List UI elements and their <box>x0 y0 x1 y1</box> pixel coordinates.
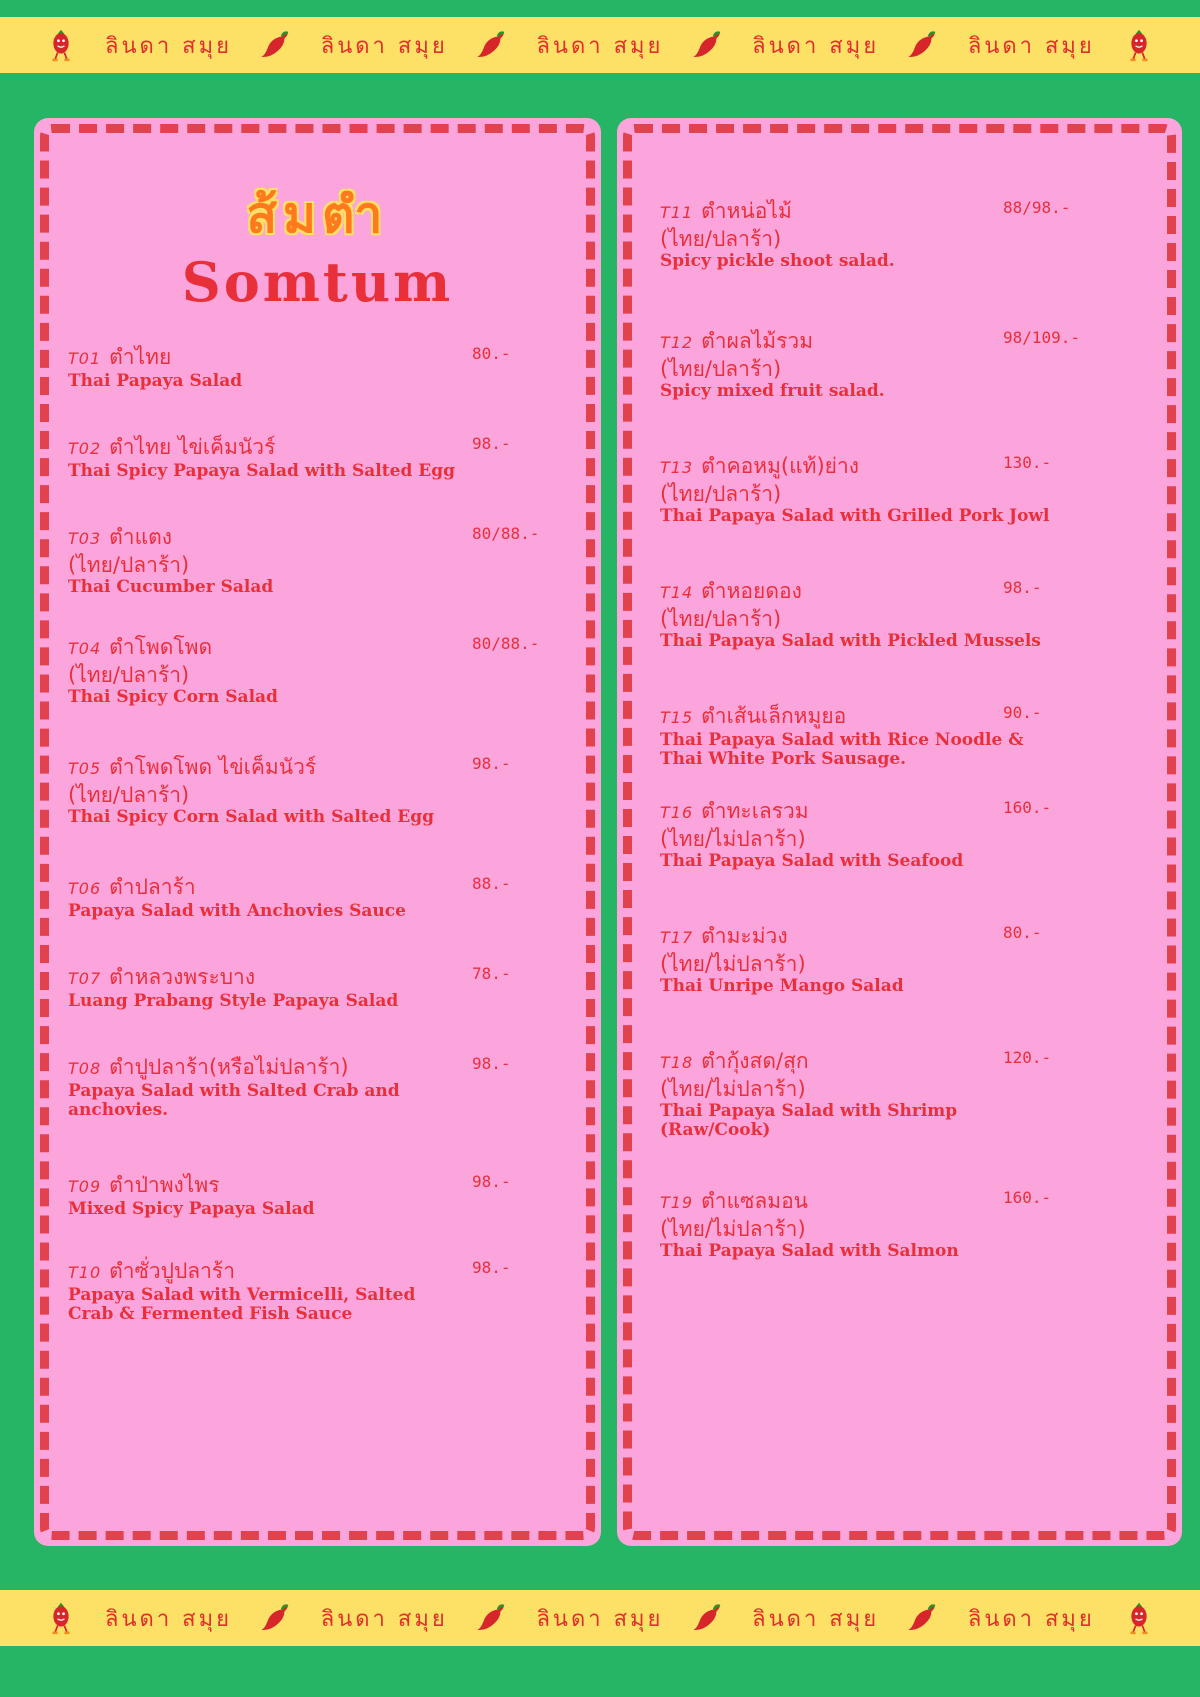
menu-item-name: ตำไทย <box>109 345 172 369</box>
menu-item-name: ตำมะม่วง <box>701 924 788 948</box>
menu-item-description: Papaya Salad with Vermicelli, Salted Crab & Fermented Fish Sauce <box>68 1285 416 1324</box>
menu-item <box>68 344 581 391</box>
chili-mascot-icon <box>44 1601 78 1635</box>
menu-item-title <box>660 328 1162 356</box>
menu-item <box>660 1188 1162 1261</box>
menu-item-code: T02 <box>68 439 102 458</box>
menu-item-name: ตำปลาร้า <box>109 875 196 899</box>
chili-mascot-icon <box>44 28 78 62</box>
menu-item-price: 98/109.- <box>1003 328 1081 347</box>
dashed-border <box>40 124 595 1540</box>
menu-item <box>660 703 1162 769</box>
menu-item-style: (ไทย/ไม่ปลาร้า) <box>660 1077 806 1101</box>
menu-item <box>660 328 1162 401</box>
menu-item-code: T11 <box>660 203 694 222</box>
menu-item-code: T19 <box>660 1193 694 1212</box>
menu-item-code: T13 <box>660 458 694 477</box>
chili-pepper-icon <box>475 28 509 62</box>
menu-item-price: 120.- <box>1003 1048 1052 1067</box>
menu-item-description: Thai Papaya Salad with Grilled Pork Jowl <box>660 506 1050 526</box>
menu-item-price: 98.- <box>1003 578 1042 597</box>
menu-item-name: ตำแซลมอน <box>701 1189 809 1213</box>
menu-item-description: Thai Papaya Salad with Shrimp (Raw/Cook) <box>660 1101 958 1140</box>
menu-item <box>660 923 1162 996</box>
menu-item-price: 88.- <box>472 874 511 893</box>
menu-item-name: ตำหลวงพระบาง <box>109 965 256 989</box>
menu-item-style: (ไทย/ปลาร้า) <box>68 663 190 687</box>
menu-item <box>660 198 1162 271</box>
menu-item-description: Thai Cucumber Salad <box>68 577 274 597</box>
menu-item-price: 130.- <box>1003 453 1052 472</box>
menu-item-name: ตำทะเลรวม <box>701 799 809 823</box>
chili-pepper-icon <box>475 1601 509 1635</box>
bottom-banner <box>0 1590 1200 1646</box>
menu-item-description: Thai Spicy Corn Salad with Salted Egg <box>68 807 435 827</box>
banner-text: ลินดา สมุย <box>105 1606 233 1632</box>
banner-text: ลินดา สมุย <box>320 1606 448 1632</box>
menu-item-title <box>660 923 1162 951</box>
menu-item-description: Mixed Spicy Papaya Salad <box>68 1199 315 1219</box>
menu-item-price: 80.- <box>472 344 511 363</box>
menu-item-title <box>660 453 1162 481</box>
menu-item <box>660 1048 1162 1140</box>
menu-item-name: ตำหอยดอง <box>701 579 802 603</box>
menu-item-price: 98.- <box>472 1172 511 1191</box>
menu-item-name: ตำกุ้งสด/สุก <box>701 1049 809 1073</box>
menu-item-code: T09 <box>68 1177 102 1196</box>
menu-item-code: T07 <box>68 969 102 988</box>
banner-text: ลินดา สมุย <box>752 33 880 59</box>
menu-item-code: T08 <box>68 1059 102 1078</box>
menu-item-name: ตำปูปลาร้า(หรือไม่ปลาร้า) <box>109 1055 349 1079</box>
menu-item-name: ตำหน่อไม้ <box>701 199 792 223</box>
menu-item-code: T03 <box>68 529 102 548</box>
menu-item-price: 98.- <box>472 434 511 453</box>
menu-item-code: T01 <box>68 349 102 368</box>
menu-item-price: 98.- <box>472 1258 511 1277</box>
menu-title-thai: ส้มตำ <box>246 186 389 244</box>
menu-item <box>68 634 581 707</box>
menu-item-title <box>660 703 1162 731</box>
menu-item-description: Thai Papaya Salad with Rice Noodle & Thai White Pork Sausage. <box>660 730 1024 769</box>
menu-item-code: T12 <box>660 333 694 352</box>
menu-item-price: 160.- <box>1003 1188 1052 1207</box>
menu-item-description: Thai Spicy Corn Salad <box>68 687 278 707</box>
menu-item-style: (ไทย/ไม่ปลาร้า) <box>660 827 806 851</box>
menu-item <box>660 578 1162 651</box>
menu-item <box>68 964 581 1011</box>
menu-item <box>68 874 581 921</box>
menu-title-english: Somtum <box>181 250 454 314</box>
chili-pepper-icon <box>691 1601 725 1635</box>
menu-item-style: (ไทย/ปลาร้า) <box>660 482 782 506</box>
menu-item-price: 160.- <box>1003 798 1052 817</box>
menu-item-code: T15 <box>660 708 694 727</box>
menu-item-code: T06 <box>68 879 102 898</box>
menu-item-description: Thai Spicy Papaya Salad with Salted Egg <box>68 461 455 481</box>
menu-panel-left <box>34 118 601 1546</box>
menu-item-price: 78.- <box>472 964 511 983</box>
menu-item-description: Thai Papaya Salad <box>68 371 243 391</box>
menu-item-style: (ไทย/ไม่ปลาร้า) <box>660 952 806 976</box>
menu-item-name: ตำซั่วปูปลาร้า <box>109 1259 236 1283</box>
menu-item-price: 88/98.- <box>1003 198 1071 217</box>
banner-text: ลินดา สมุย <box>320 33 448 59</box>
menu-item-description: Papaya Salad with Anchovies Sauce <box>68 901 406 921</box>
menu-item-title <box>660 578 1162 606</box>
menu-item-title <box>660 1188 1162 1216</box>
menu-item-style: (ไทย/ปลาร้า) <box>68 553 190 577</box>
chili-mascot-icon <box>1122 1601 1156 1635</box>
menu-item-code: T05 <box>68 759 102 778</box>
menu-item-name: ตำคอหมู(แท้)ย่าง <box>701 454 860 478</box>
menu-item-name: ตำป่าพงไพร <box>109 1173 220 1197</box>
menu-item-style: (ไทย/ไม่ปลาร้า) <box>660 1217 806 1241</box>
menu-item-code: T14 <box>660 583 694 602</box>
menu-item-title <box>660 798 1162 826</box>
menu-item-description: Thai Unripe Mango Salad <box>660 976 904 996</box>
menu-item <box>68 524 581 597</box>
menu-item <box>68 434 581 481</box>
menu-item-code: T16 <box>660 803 694 822</box>
menu-item-price: 80/88.- <box>472 524 540 543</box>
menu-item-name: ตำไทย ไข่เค็มนัวร์ <box>109 435 276 459</box>
top-banner <box>0 17 1200 73</box>
menu-item-description: Spicy pickle shoot salad. <box>660 251 895 271</box>
menu-item-price: 80.- <box>1003 923 1042 942</box>
chili-pepper-icon <box>691 28 725 62</box>
menu-item <box>68 1172 581 1219</box>
menu-item-name: ตำโพดโพด <box>109 635 213 659</box>
menu-item-style: (ไทย/ปลาร้า) <box>660 227 782 251</box>
menu-item <box>68 1258 581 1324</box>
menu-item-price: 80/88.- <box>472 634 540 653</box>
banner-text: ลินดา สมุย <box>105 33 233 59</box>
banner-text: ลินดา สมุย <box>536 33 664 59</box>
menu-item-code: T04 <box>68 639 102 658</box>
chili-pepper-icon <box>906 1601 940 1635</box>
chili-pepper-icon <box>259 28 293 62</box>
chili-pepper-icon <box>906 28 940 62</box>
menu-item-title <box>660 1048 1162 1076</box>
menu-item <box>660 453 1162 526</box>
menu-item-price: 98.- <box>472 754 511 773</box>
menu-item-price: 98.- <box>472 1054 511 1073</box>
chili-mascot-icon <box>1122 28 1156 62</box>
menu-item-description: Thai Papaya Salad with Seafood <box>660 851 964 871</box>
banner-text: ลินดา สมุย <box>752 1606 880 1632</box>
menu-item-style: (ไทย/ปลาร้า) <box>660 357 782 381</box>
banner-text: ลินดา สมุย <box>536 1606 664 1632</box>
menu-item-price: 90.- <box>1003 703 1042 722</box>
menu-item-code: T17 <box>660 928 694 947</box>
menu-item-description: Thai Papaya Salad with Pickled Mussels <box>660 631 1041 651</box>
menu-item-description: Papaya Salad with Salted Crab and anchovies. <box>68 1081 400 1120</box>
menu-item-description: Spicy mixed fruit salad. <box>660 381 885 401</box>
menu-item-name: ตำเส้นเล็กหมูยอ <box>701 704 847 728</box>
menu-item <box>68 1054 581 1120</box>
menu-item <box>68 754 581 827</box>
menu-item-name: ตำโพดโพด ไข่เค็มนัวร์ <box>109 755 317 779</box>
menu-item-title <box>660 198 1162 226</box>
chili-pepper-icon <box>259 1601 293 1635</box>
menu-item-code: T18 <box>660 1053 694 1072</box>
menu-item-style: (ไทย/ปลาร้า) <box>660 607 782 631</box>
menu-item-style: (ไทย/ปลาร้า) <box>68 783 190 807</box>
menu-item-description: Luang Prabang Style Papaya Salad <box>68 991 399 1011</box>
menu-item-name: ตำแตง <box>109 525 172 549</box>
menu-item-description: Thai Papaya Salad with Salmon <box>660 1241 959 1261</box>
banner-text: ลินดา สมุย <box>967 33 1095 59</box>
menu-item-code: T10 <box>68 1263 102 1282</box>
banner-text: ลินดา สมุย <box>967 1606 1095 1632</box>
menu-item-name: ตำผลไม้รวม <box>701 329 814 353</box>
menu-item <box>660 798 1162 871</box>
menu-panel-right <box>617 118 1182 1546</box>
